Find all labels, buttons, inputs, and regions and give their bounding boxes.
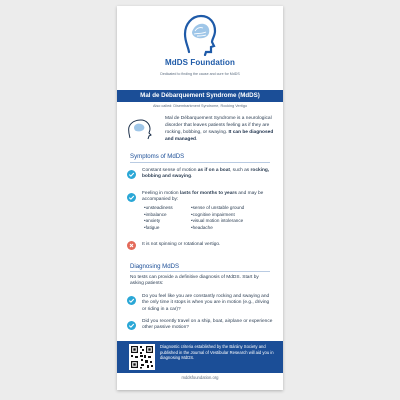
symptom-bold: lasts for months to years [179, 191, 237, 196]
also-called: Also called: Disembarkment Syndrome, Rocking Vertigo [152, 104, 248, 108]
logo-area [117, 6, 283, 88]
question-1: Do you feel like you are constantly rocking and swaying and the only time it stops is when you are in motion (e.g., driving or riding in a car)? [142, 294, 270, 312]
list-item: • visual motion intolerance [191, 218, 244, 225]
symptom-not-vertigo: It is not spinning or rotational vertigo. [142, 242, 221, 247]
title-banner: Mal de Débarquement Syndrome (MdDS) [117, 90, 283, 102]
symptom-bold: as if on a boat [197, 168, 230, 173]
list-item: • imbalance [144, 212, 173, 219]
brand-name: MdDS Foundation [165, 58, 235, 67]
symptom-bold: rocking, bobbing and swaying [142, 168, 270, 180]
check-icon [127, 321, 136, 330]
symptom-duration [142, 191, 274, 204]
head-outline-icon [126, 118, 156, 140]
intro-bold: It can be diagnosed and managed [165, 129, 274, 142]
divider [130, 162, 270, 163]
symptom-text: . [191, 174, 193, 180]
symptoms-heading: Symptoms of MdDS [130, 153, 185, 160]
symptom-text: and may be accompanied by: [142, 191, 264, 203]
list-item: • unsteadiness [144, 205, 173, 212]
intro-text: Mal de Débarquement Syndrome is a neurological disorder that leaves patients feeling as if they are rocking, bobbing, or swaying. [165, 116, 272, 135]
head-profile-icon [182, 12, 218, 56]
brand-tagline: Dedicated to finding the cause and cure for MdDS [160, 72, 240, 76]
symptom-text: , such as [230, 168, 251, 173]
list-item: • cognitive impairment [191, 212, 244, 219]
diagnosing-intro: No tests can provide a definitive diagnosis of MdDS. Start by asking patients: [130, 275, 259, 287]
symptom-text: Feeling in motion [142, 191, 180, 196]
diagnosing-heading: Diagnosing MdDS [130, 263, 180, 270]
list-item: • anxiety [144, 218, 173, 225]
symptom-motion [142, 168, 274, 181]
info-card [117, 6, 283, 390]
accompanying-list-left [144, 205, 173, 231]
list-item: • sense of unstable ground [191, 205, 244, 212]
intro-paragraph [165, 116, 277, 144]
intro-end: . [195, 136, 198, 142]
symptom-text: Constant sense of motion [142, 168, 198, 173]
check-icon [127, 296, 136, 305]
check-icon [127, 170, 136, 179]
list-item: • headache [191, 225, 244, 232]
list-item: • fatigue [144, 225, 173, 232]
qr-code-icon[interactable] [129, 344, 155, 370]
question-2: Did you recently travel on a ship, boat, airplane or experience other passive motion? [142, 319, 273, 331]
x-icon [127, 241, 136, 250]
accompanying-list-right [191, 205, 244, 231]
divider [130, 271, 270, 272]
website-link[interactable]: mddsfoundation.org [181, 375, 219, 380]
footer-text: Diagnostic criteria established by the Bárány Society and published in the Journal of Vestibular Research will aid you in diagnosing MdDS. [160, 344, 274, 360]
check-icon [127, 193, 136, 202]
